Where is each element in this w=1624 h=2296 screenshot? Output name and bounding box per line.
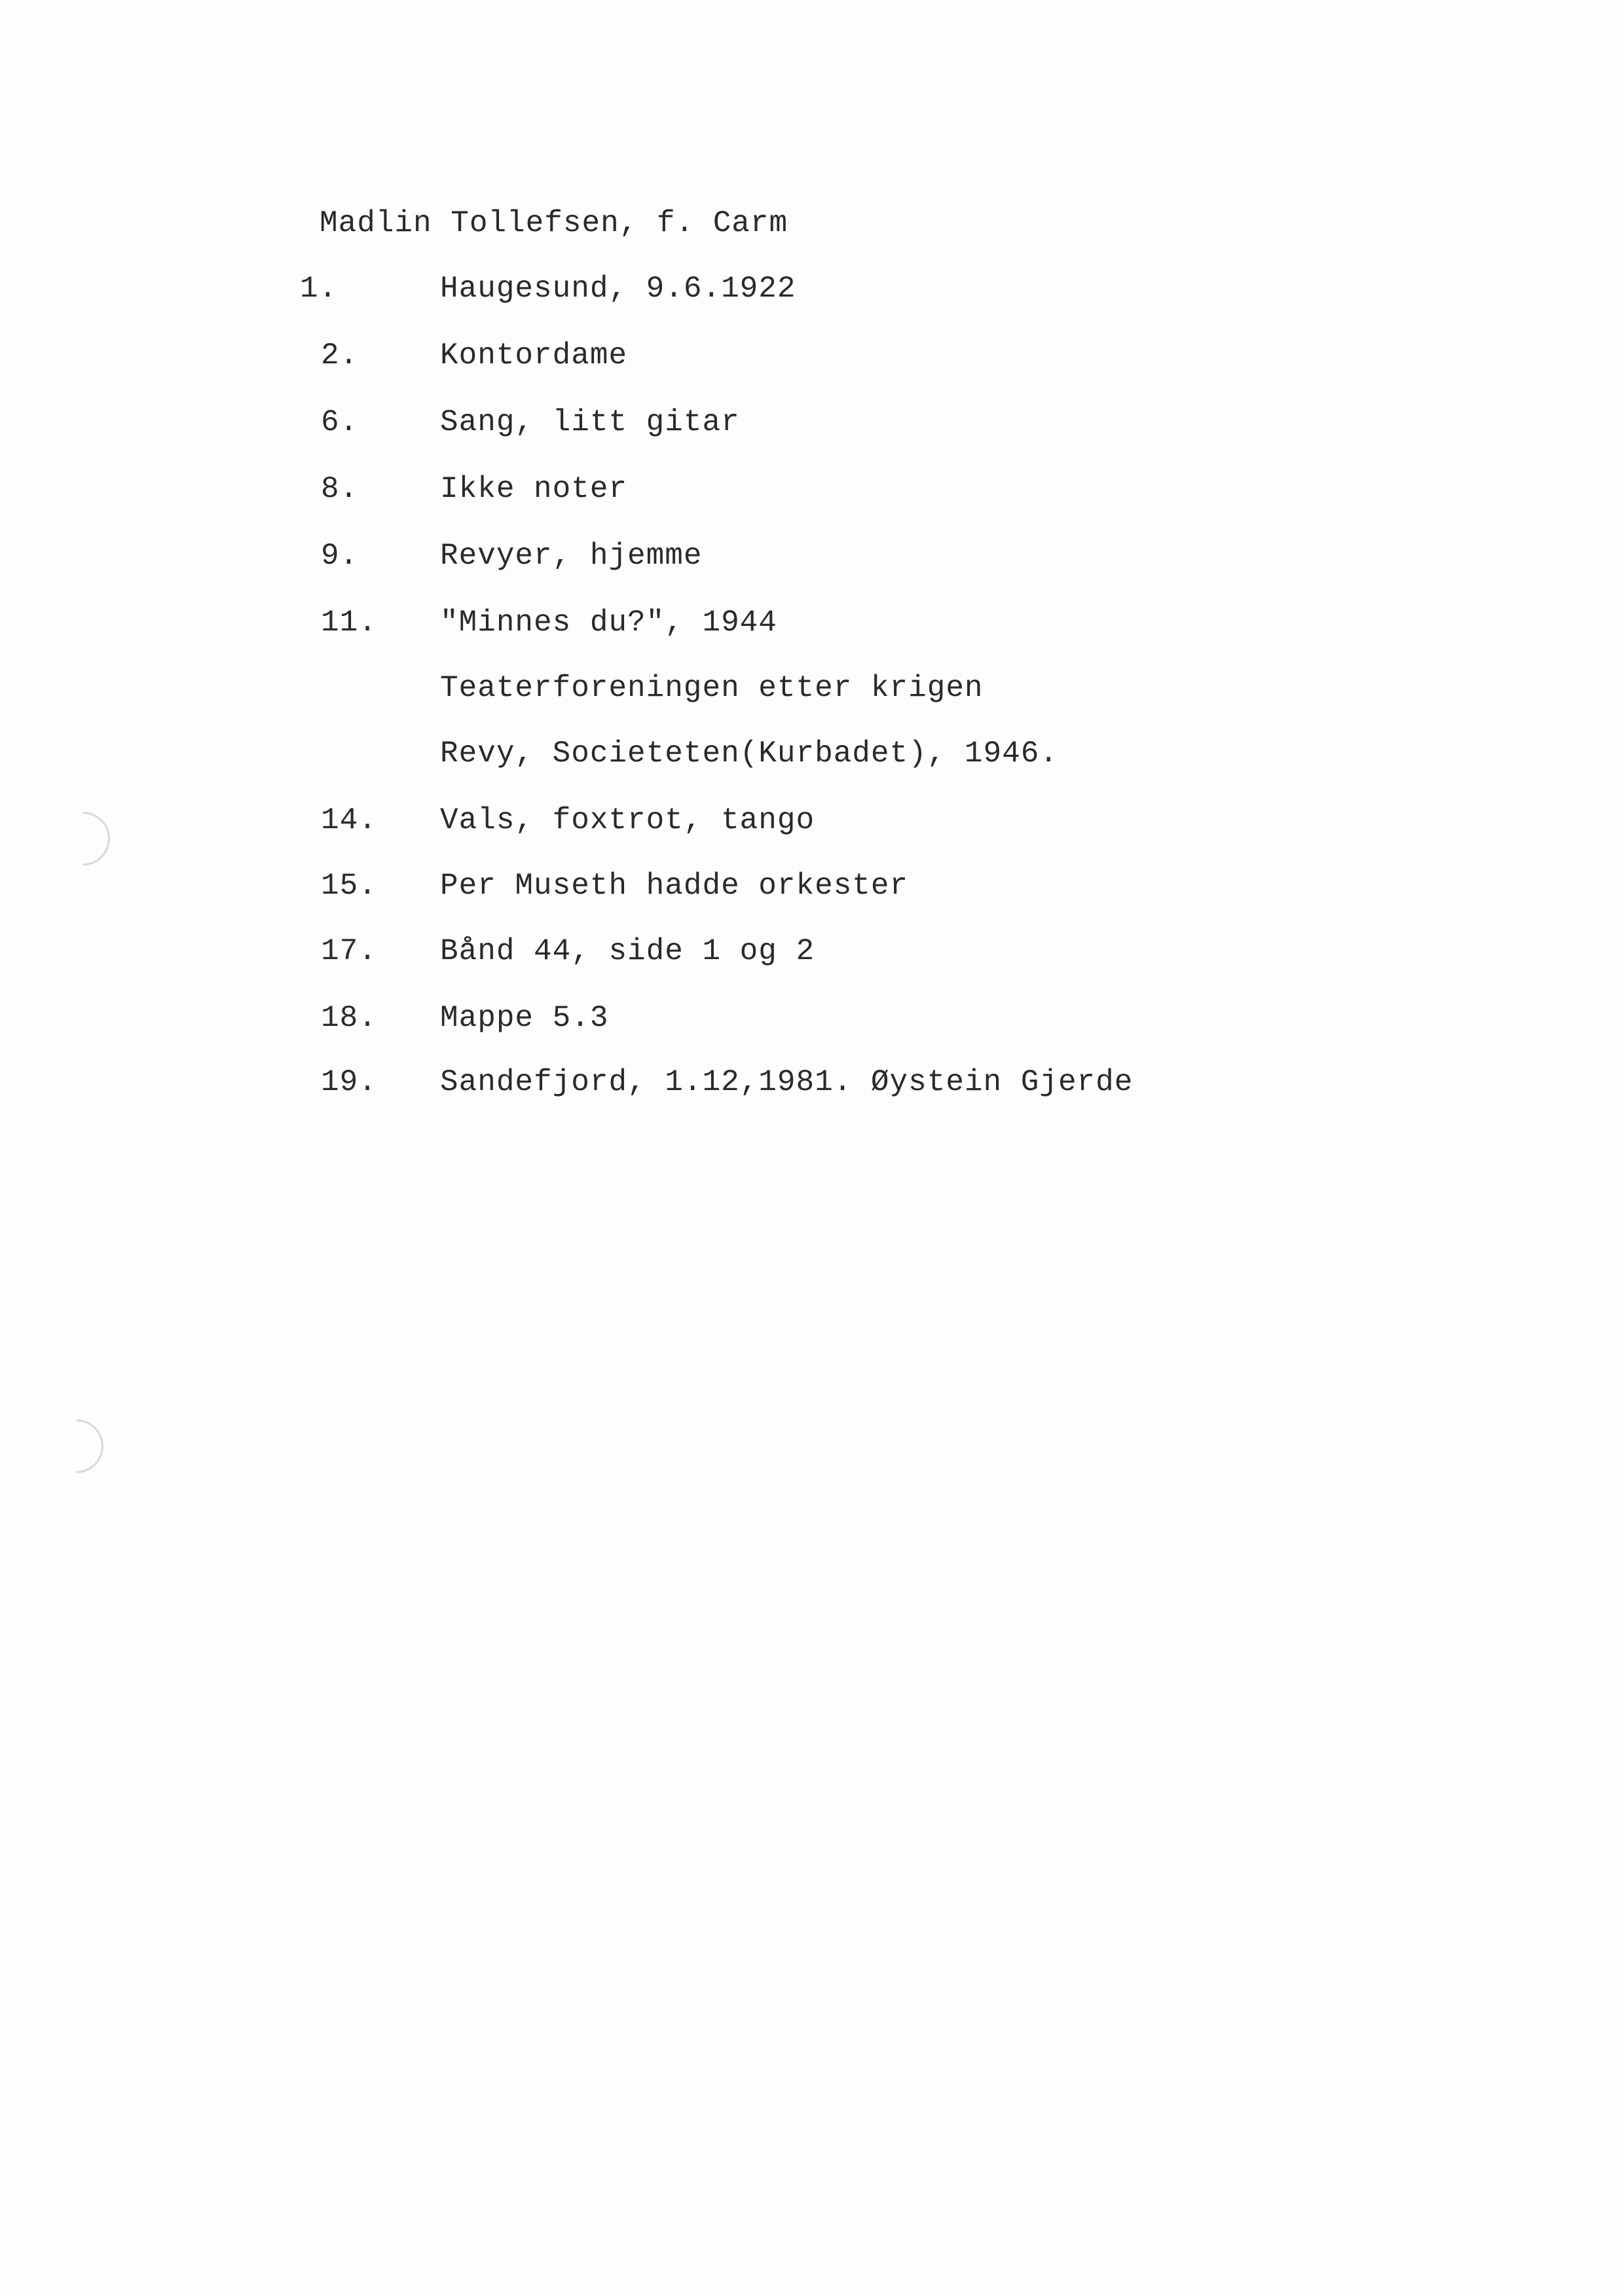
item-text: Teaterforeningen etter krigen [440, 671, 984, 705]
item-text: Mappe 5.3 [440, 1001, 609, 1035]
list-item [0, 1067, 1624, 1106]
item-text: "Minnes du?", 1944 [440, 606, 777, 640]
item-number: 11. [321, 606, 377, 640]
list-item [0, 936, 1624, 975]
item-text: Sandefjord, 1.12,1981. Øystein Gjerde [440, 1065, 1134, 1099]
document-title: Madlin Tollefsen, f. Carm [320, 206, 788, 240]
item-text: Revyer, hjemme [440, 539, 703, 573]
item-number: 1. [300, 272, 338, 306]
item-text: Kontordame [440, 338, 628, 373]
item-number: 17. [321, 934, 377, 968]
item-number: 9. [321, 539, 359, 573]
item-number: 15. [321, 869, 377, 903]
punch-hole-mark [39, 1408, 115, 1484]
list-item [0, 1003, 1624, 1042]
item-text: Bånd 44, side 1 og 2 [440, 934, 815, 968]
item-number: 14. [321, 803, 377, 837]
list-item [0, 805, 1624, 845]
list-item [0, 474, 1624, 513]
item-text: Per Museth hadde orkester [440, 869, 909, 903]
item-text: Sang, litt gitar [440, 405, 740, 439]
list-item [0, 608, 1624, 647]
item-number: 18. [321, 1001, 377, 1035]
item-number: 6. [321, 405, 359, 439]
item-text: Haugesund, 9.6.1922 [440, 272, 796, 306]
list-item [0, 673, 1624, 712]
list-item [0, 407, 1624, 446]
item-text: Ikke noter [440, 472, 628, 506]
item-number: 2. [321, 338, 359, 373]
item-number: 8. [321, 472, 359, 506]
item-text: Vals, foxtrot, tango [440, 803, 815, 837]
list-item [0, 738, 1624, 778]
item-number: 19. [321, 1065, 377, 1099]
list-item [0, 541, 1624, 580]
list-item [0, 274, 1624, 313]
list-item [0, 871, 1624, 910]
list-item [0, 340, 1624, 380]
item-text: Revy, Societeten(Kurbadet), 1946. [440, 737, 1058, 771]
